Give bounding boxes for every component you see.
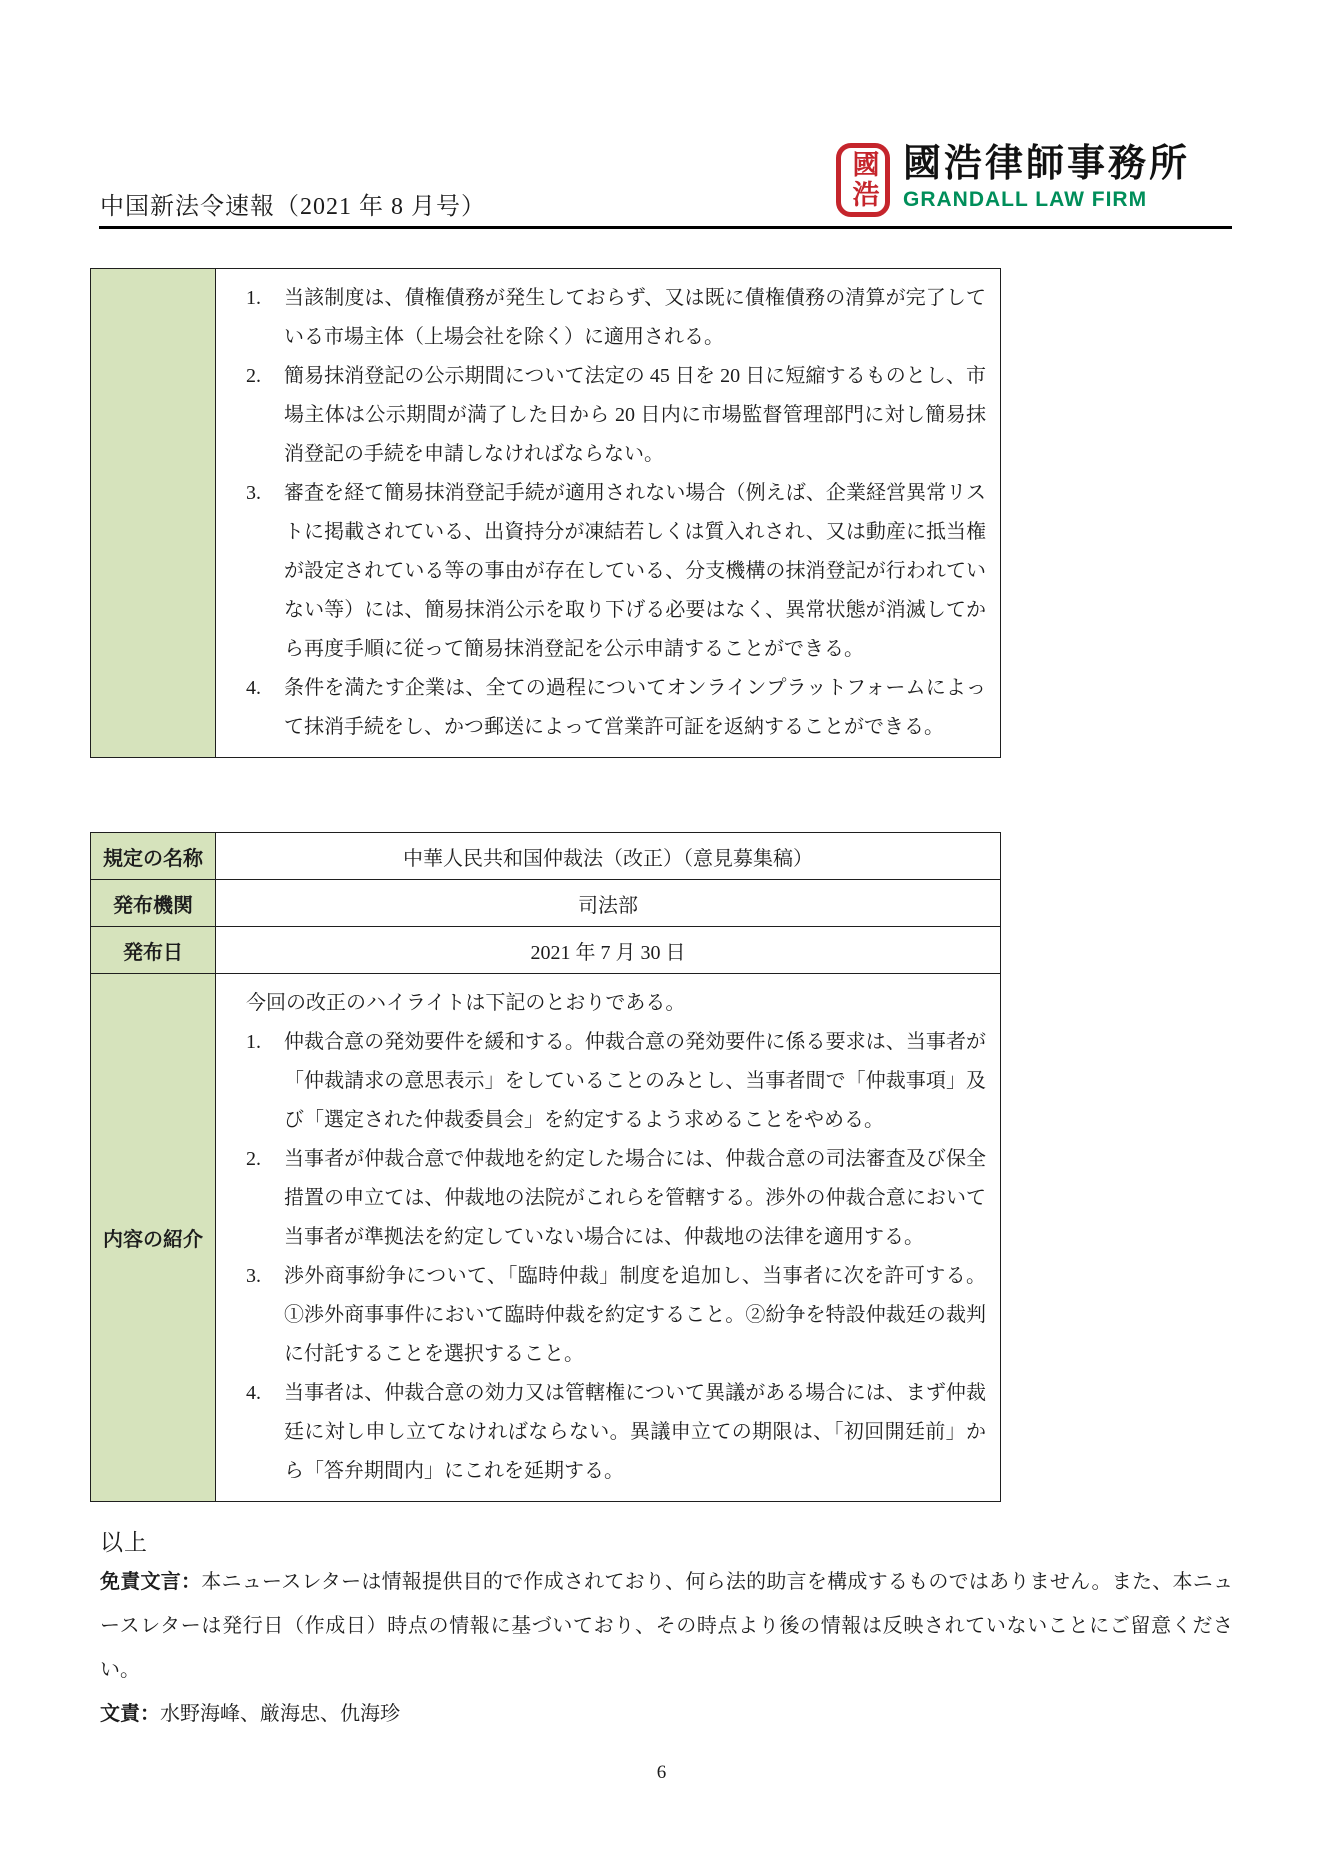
disclaimer-text: 本ニュースレターは情報提供目的で作成されており、何ら法的助言を構成するものではありません。また、本ニュースレターは発行日（作成日）時点の情報に基づいており、その時点より後の情報は反映されていないことにご留意ください。 <box>100 1571 1234 1681</box>
disclaimer <box>100 1560 1233 1692</box>
row-label-issuing-authority: 発布機関 <box>91 880 216 927</box>
list-item-text: 条件を満たす企業は、全ての過程についてオンラインプラットフォームによって抹消手続をし、かつ郵送によって営業許可証を返納することができる。 <box>284 677 986 738</box>
list-item-number: 3. <box>246 482 261 504</box>
regulation-table <box>90 832 1001 1502</box>
list-item <box>246 1374 986 1491</box>
table-row <box>91 880 1001 927</box>
list-item-text: 当事者は、仲裁合意の効力又は管轄権について異議がある場合には、まず仲裁廷に対し申し立てなければならない。異議申立ての期限は、「初回開廷前」から「答弁期間内」にこれを延期する。 <box>284 1382 986 1482</box>
list-item <box>246 1257 986 1374</box>
regulation-name-value: 中華人民共和国仲裁法（改正）（意見募集稿） <box>216 833 1001 880</box>
table-row <box>91 927 1001 974</box>
list-item-number: 2. <box>246 365 261 387</box>
row-label-content-introduction: 内容の紹介 <box>91 974 216 1502</box>
issuing-authority-value: 司法部 <box>216 880 1001 927</box>
list-item <box>246 279 986 357</box>
list-item <box>246 357 986 474</box>
content-cell <box>216 269 1001 758</box>
grandall-logo <box>836 143 1190 217</box>
list-item-text: 渉外商事紛争について、「臨時仲裁」制度を追加し、当事者に次を許可する。①渉外商事事件において臨時仲裁を約定すること。②紛争を特設仲裁廷の裁判に付託することを選択すること。 <box>284 1265 986 1365</box>
list-item <box>246 474 986 669</box>
list-item-number: 2. <box>246 1148 261 1170</box>
row-label-issue-date: 発布日 <box>91 927 216 974</box>
authors-line <box>100 1692 1233 1736</box>
list-item-number: 4. <box>246 677 261 699</box>
row-label-regulation-name: 規定の名称 <box>91 833 216 880</box>
closing-text: 以上 <box>100 1530 148 1555</box>
list-item <box>246 669 986 747</box>
row-label-cell-empty <box>91 269 216 758</box>
grandall-seal-icon <box>836 143 890 217</box>
table-row <box>91 269 1001 758</box>
issue-date-value: 2021 年 7 月 30 日 <box>216 927 1001 974</box>
header-divider <box>99 226 1232 229</box>
list-item-text: 審査を経て簡易抹消登記手続が適用されない場合（例えば、企業経営異常リストに掲載されている、出資持分が凍結若しくは質入れされ、又は動産に抵当権が設定されている等の事由が存在している、分支機構の抹消登記が行われていない等）には、簡易抹消公示を取り下げる必要はなく、異常状態が消滅してから再度手順に従って簡易抹消登記を公示申請することができる。 <box>284 482 986 660</box>
regulation-table-continued <box>90 268 1001 758</box>
firm-name-en: GRANDALL LAW FIRM <box>903 188 1148 211</box>
list-item-number: 1. <box>246 1031 261 1053</box>
disclaimer-label: 免責文言： <box>100 1571 202 1593</box>
firm-name-block <box>903 143 1190 212</box>
firm-name-cjk: 國浩律師事務所 <box>903 143 1191 185</box>
list-item-text: 簡易抹消登記の公示期間について法定の 45 日を 20 日に短縮するものとし、市場主体は公示期間が満了した日から 20 日内に市場監督管理部門に対し簡易抹消登記の手続を申請しなければならない。 <box>284 365 986 465</box>
table-row <box>91 974 1001 1502</box>
content-intro: 今回の改正のハイライトは下記のとおりである。 <box>246 992 686 1014</box>
page-title: 中国新法令速報（2021 年 8 月号） <box>100 194 486 220</box>
list-item <box>246 1023 986 1140</box>
list-item-number: 4. <box>246 1382 261 1404</box>
authors-names: 水野海峰、厳海忠、仇海珍 <box>160 1703 400 1725</box>
list-item-number: 1. <box>246 287 261 309</box>
list-item-text: 仲裁合意の発効要件を緩和する。仲裁合意の発効要件に係る要求は、当事者が「仲裁請求の意思表示」をしていることのみとし、当事者間で「仲裁事項」及び「選定された仲裁委員会」を約定するよう求めることをやめる。 <box>284 1031 986 1131</box>
page-number: 6 <box>656 1762 667 1783</box>
list-item <box>246 1140 986 1257</box>
list-item-number: 3. <box>246 1265 261 1287</box>
seal-characters: 國浩 <box>848 150 879 210</box>
authors-label: 文責： <box>100 1703 160 1725</box>
content-cell <box>216 974 1001 1502</box>
table-row <box>91 833 1001 880</box>
list-item-text: 当事者が仲裁合意で仲裁地を約定した場合には、仲裁合意の司法審査及び保全措置の申立ては、仲裁地の法院がこれらを管轄する。渉外の仲裁合意において当事者が準拠法を約定していない場合には、仲裁地の法律を適用する。 <box>284 1148 986 1248</box>
list-item-text: 当該制度は、債権債務が発生しておらず、又は既に債権債務の清算が完了している市場主体（上場会社を除く）に適用される。 <box>284 287 986 348</box>
